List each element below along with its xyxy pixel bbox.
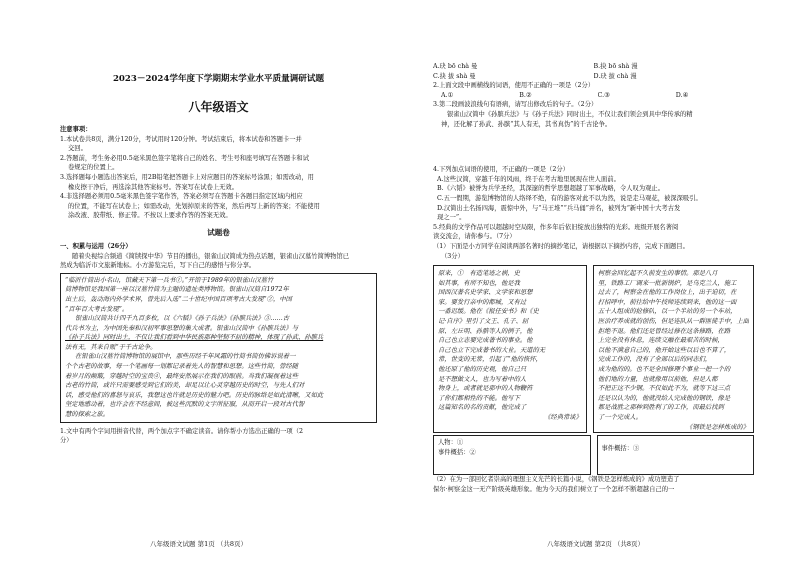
q1-options-row — [433, 62, 754, 72]
excerpt-line: 记·自序》里引了文王、孔子、屈 — [438, 318, 529, 326]
option: B.② — [519, 91, 532, 99]
q4-option: B.《六韬》被誉为兵学圣经，其深邃的哲学思想超越了军事战略，令人叹为观止。 — [437, 185, 665, 193]
excerpt-source: 《钢铁是怎样炼成的》 — [686, 423, 749, 431]
excerpt-line: 拒绝不退。他们还是曾经过修在这条修路，在路 — [597, 327, 731, 335]
excerpt-line: 柯察金回忆起不久前发生的事情。那是八月 — [597, 270, 718, 278]
question-5: 5.经典的文学作品可以超越时空局限，作多年后依旧绽放出独特的光彩。班级开展名著阅 — [433, 223, 679, 231]
q4-option: D.汉简出土名扬四海，震惊中外，与“马王堆”“兵马俑”并名，被列为“新中国十大考古发 — [437, 204, 681, 212]
option: C.抉 拔 shà 曼 — [433, 72, 476, 80]
option: D.④ — [675, 91, 689, 99]
excerpt-line: 打招呼中，前往给中午技师连续到来，他的这一面 — [597, 298, 737, 306]
excerpt-line: 家。要发行亲中的都城，又有过 — [438, 298, 527, 306]
q4-option: C.五一假期，游览博物馆的人络绎不绝，有的游客对此不以为然，说是走马观花，被深深吸引。 — [437, 194, 702, 202]
exam-page-2 — [397, 0, 794, 562]
excerpt-line: 他们地的力量，也就像用以前他，但是人都 — [597, 375, 718, 383]
passage-line: 古老的竹简，或许只需要感受到它们的美，却足以让心灵穿越历史的时空，与先人们对 — [65, 382, 305, 390]
passage-line: 在银雀山汉墓竹简博物馆的展馆中，那些历经千年风霜的竹简书简仿佛诉说着一 — [75, 353, 296, 361]
q3-quote-line: 银雀山汉简中《孙膑兵法》与《孙子兵法》同时出土，不仅让我们领会到具中华传承的精 — [447, 110, 693, 118]
excerpt-line: 自己也立志要完成著书的事业。他 — [438, 337, 533, 345]
passage-line: 出土后，轰动海内外学术界，曾先后入选“二十世纪中国百项考古大发现”②，中国 — [65, 295, 292, 303]
note-line: 卷规定的位置上。 — [68, 164, 119, 172]
excerpt-line: 都是战胜之那种到胜利了的工作，而最后找到 — [597, 404, 724, 412]
excerpt-line: 医治疗养成就的创伤，但是连队从一群匪徒手中，上面 — [597, 318, 749, 326]
excerpt-line: 如其事，有所不知也，他是我 — [438, 279, 520, 287]
passage-line: 简博物馆是我国第一座以汉墓竹简为主题的遗址类博物馆。银雀山汉简自1972年 — [65, 286, 289, 294]
excerpt-line: 国西汉著名史学家、文学家和思想 — [438, 289, 533, 297]
passage-line: “临沂什简出小名山，馆藏天下第一兵书①。”开馆于1989年的银雀山汉墓竹 — [65, 276, 274, 284]
passage-line: 代兵书为主，为中国先秦和汉初军事思想的集大成者。银雀山汉简中《孙膑兵法》与 — [65, 324, 298, 332]
question-5-cont: 读交流会，请你参与。（7分） — [433, 233, 516, 241]
part-heading: 一、积累与运用（26分） — [60, 242, 132, 250]
section-title: 试题卷 — [207, 227, 230, 237]
field-label-event: 事件概括：② — [438, 448, 476, 456]
question-5-2-cont: 保尔·柯察金这一无产阶级英雄形象。他为今天的我们树立了一个怎样不断超越自己的一 — [433, 485, 675, 493]
excerpt-card-steel — [593, 265, 754, 433]
page-footer: 八年级语文试题 第1页 （共8页） — [150, 540, 247, 548]
notes-heading: 注意事项： — [60, 126, 92, 133]
option: D.玦 拔 chà 漫 — [593, 72, 637, 80]
excerpt-line: 了一个完成人。 — [597, 414, 642, 421]
excerpt-line: 不把正这不少钢。不仅如此不为，就等下这三点 — [597, 385, 731, 393]
excerpt-line: 他还原了他的历史观，他自己只 — [438, 366, 527, 374]
excerpt-line: 是不想做文人，也为写着中的人 — [438, 375, 527, 383]
option: B.抉 bō shà 漫 — [593, 63, 638, 70]
excerpt-line: 了你们都相性的不能。他写下 — [438, 394, 520, 402]
question-5-1-points: （3分） — [441, 252, 464, 260]
question-4: 4.下列加点词语的使用，不正确的一项是（2分） — [433, 166, 569, 174]
passage-line: 银雀山汉简共计四千九百多枚，以《六韬》《孙子兵法》《孙膑兵法》③……古 — [75, 315, 290, 323]
excerpt-line: 自己也立下完成著书的大业。天道的无 — [438, 346, 546, 354]
q4-option: 现之一”。 — [437, 214, 466, 222]
question-1: 1.文中有两个字词用拼音代替，两个加点字不确定读音。请你帮小方选出正确的一项（2 — [60, 427, 303, 435]
q2-options-row — [433, 91, 754, 101]
answer-fields — [433, 435, 754, 475]
note-line: 4.非选择题必须用0.5毫米黑色签字笔作答，答案必须写在答题卡各题目指定区域内相应 — [60, 193, 303, 201]
excerpt-line: 还是以认为的，他就没给人完成他的钢铁，像是 — [597, 394, 731, 402]
page-footer: 八年级语文试题 第2页 （共8页） — [547, 540, 644, 548]
option: C.③ — [597, 91, 610, 99]
option: A.① — [441, 91, 454, 99]
subject-title: 八年级语文 — [188, 100, 249, 114]
excerpt-line: 过去了，柯察金在他的工作岗位上，出于迫切，在 — [597, 289, 737, 297]
excerpt-cards — [433, 265, 754, 433]
option: A.玦 bō chà 曼 — [433, 63, 478, 70]
field-label-event: 事件概括：③ — [601, 445, 640, 453]
passage-line: 法有无，其来自贩“于千古论争。 — [65, 343, 157, 351]
reading-passage-box — [60, 273, 377, 423]
note-line: 橡皮擦干净后，再选涂其他答案标号。答案写在试卷上无效。 — [68, 183, 239, 191]
note-line: 交回。 — [68, 145, 87, 153]
intro-line: 随着央视综合频道《简牍探中华》节目的播出，银雀山汉简成为热点话题，银雀山汉墓竹简博物馆已 — [72, 252, 350, 260]
passage-line: 话，感受他们的喜怒与哀乐，我想这也许就是历史的魅力吧。历史的脉络是如此清晰，又如此 — [65, 391, 324, 399]
passage-line: 坚定地感动着，也许会在不经意间，被这些沉默的文字所征服，从而开启一段对古代智 — [65, 401, 305, 409]
excerpt-line: 原、左丘明、孙膑等人的例子，他 — [438, 327, 533, 335]
excerpt-line: 完成工作的，没有了全部以后的同志们， — [597, 356, 712, 364]
field-label-person: 人物：① — [438, 439, 464, 447]
excerpt-line: 五十人组成的抢修队，以一个半站的另一个车站， — [597, 308, 737, 316]
passage-line-wavy: 《孙子兵法》同时出土，不仅让我们看到中华民族那种坚韧不屈的精神，体现了孙武、孙膑兵 — [65, 334, 324, 342]
question-2: 2.上面文段中画横线的词语，使用不正确的一项是（2分） — [433, 82, 595, 90]
note-line: 的位置，不能写在试卷上；如需改动，先划掉原来的答案，然后再写上新的答案；不能使用 — [68, 202, 320, 210]
passage-line: 个个古老的故事，每一个笔画每一划都记录着先人的智慧和思想。这些竹简，曾经随 — [65, 363, 298, 371]
excerpt-line: 一番迟缓。他在《报任安书》和《史 — [438, 308, 539, 316]
excerpt-line: 里，铁路工厂调来一批新锅炉，是乌克兰人，施工 — [597, 279, 737, 287]
excerpt-line: 上完全没有休息，连续交融在最艰苦的时候， — [597, 337, 724, 345]
excerpt-line: 成为他的的。也不是全国修理个事业一把一个的 — [597, 366, 731, 374]
note-line: 涂改液、胶带纸、修正带。不按以上要求作答的答案无效。 — [68, 212, 232, 220]
passage-line: 慧的探索之旅。 — [65, 411, 110, 419]
note-line: 2.答题前，考生务必用0.5毫米黑色签字笔将自己的姓名、考生号和座号填写在答题卡和试 — [60, 154, 310, 162]
passage-line: “百年百大考古发现”。 — [65, 305, 129, 313]
note-line: 3.选择题每小题选出答案后，用2B铅笔把答题卡上对应题目的答案标号涂黑；如需改动，用 — [60, 173, 314, 181]
q4-option: A.这些汉简，穿越千年的风雨，终于在考古地里展现在世人面前。 — [437, 175, 620, 183]
q1-options-row — [433, 72, 754, 82]
question-5-2: （2）在为一部回忆者崇高的理想主义光芒的长篇小说，《钢铁是怎样炼成的》成功塑造了 — [433, 476, 680, 484]
question-3: 3.第二段画波浪线句有语病，请写出修改后的句子。（2分） — [433, 101, 598, 109]
excerpt-line: 常，世变的无常，引起了“他的恢怀， — [438, 356, 542, 364]
excerpt-line: 以他不满意自己的，他开始这些以后也不算了， — [597, 346, 731, 354]
notes-list — [60, 135, 377, 221]
excerpt-source: 《经典常谈》 — [544, 414, 582, 421]
excerpt-line: 这篇知名的名的贡献，他完成了 — [438, 404, 527, 412]
answer-field-steel[interactable] — [597, 435, 755, 475]
exam-header-title: 2023－2024学年度下学期期末学业水平质量调研试题 — [112, 74, 325, 84]
excerpt-line: 物身上，或者就是那中的人物鞭笞 — [438, 385, 533, 393]
answer-field-classics[interactable] — [433, 435, 591, 475]
excerpt-card-classics — [433, 265, 587, 433]
question-1-cont: 分） — [60, 437, 73, 445]
q3-quote-line: 神，还化解了孙武、孙膑“其人有无，其书真伪”的千古论争。 — [441, 120, 612, 128]
note-line: 1.本试卷共8页，满分120分，考试用时120分钟。考试结束后，将本试卷和答题卡一并 — [60, 135, 302, 143]
question-5-1: （1）下面是小方同学在阅读两部名著时的摘抄笔记，请根据以下摘抄内容，完成下面题目。 — [433, 242, 689, 250]
answer-space — [433, 129, 754, 165]
intro-line: 然成为临沂市文旅新地标。小方游览完后，写下自己的感悟与你分享。 — [60, 262, 256, 270]
passage-line: 着岁月的颠簸，穿越时空的宝贵④，最终安然展示在我们的眼前。当我们凝视着这些 — [65, 372, 298, 380]
excerpt-line: 原来，① 有造笔迹之祸，史 — [438, 270, 520, 278]
